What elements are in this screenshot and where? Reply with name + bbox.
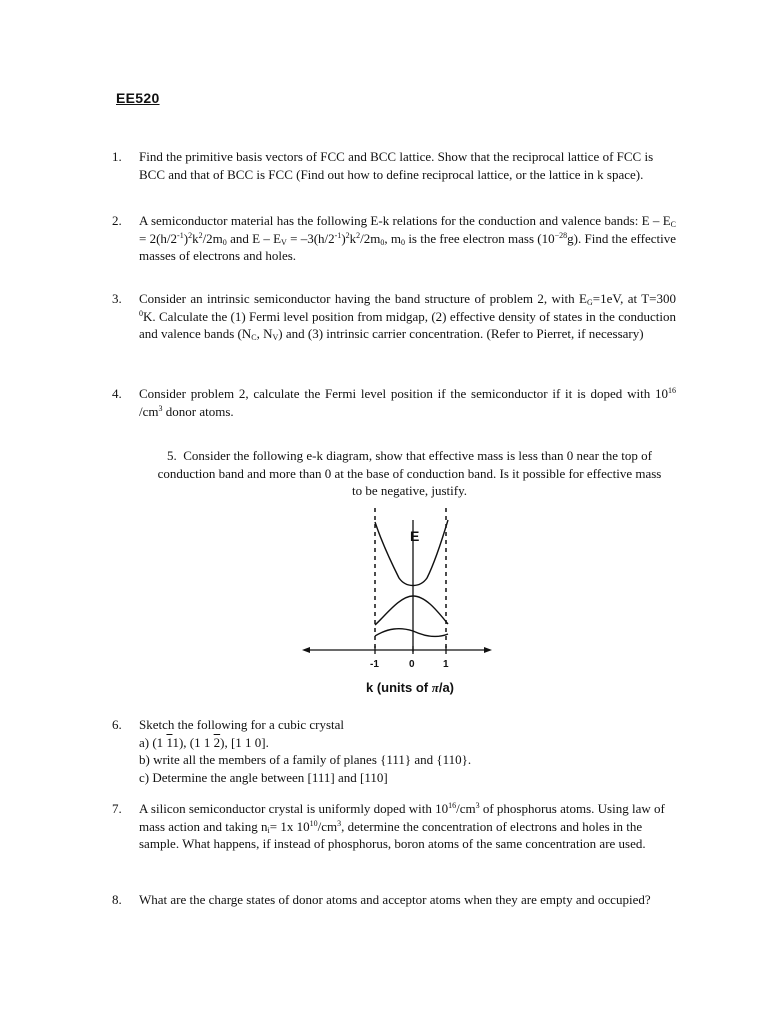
problem-6-part-b: b) write all the members of a family of planes {111} and {110}. bbox=[139, 752, 472, 767]
middle-band-curve bbox=[375, 596, 448, 625]
tick-label-neg1: -1 bbox=[370, 659, 379, 670]
energy-axis-label: E bbox=[410, 528, 420, 544]
problem-2 bbox=[112, 212, 676, 265]
problem-number: 8. bbox=[112, 892, 122, 907]
problem-6 bbox=[112, 716, 676, 786]
problem-text: A silicon semiconductor crystal is uniformly doped with $10^{16}/cm^3$ of phosphorus atoms. Using law of mass action and taking $n_i= 1x$ $10^{10}/cm^3$, determine the concentration of electrons and holes in the sample. What happens, if instead of phosphorus, boron atoms of the same concentration are used. bbox=[139, 801, 665, 851]
problem-6-part-a: a) (1 11), (1 1 2), [1 1 0]. bbox=[139, 734, 269, 750]
problem-text: 5. Consider the following e-k diagram, show that effective mass is less than 0 near the top of conduction band and more than 0 at the base of conduction band. Is it possible for effective mass to be negative, justify. bbox=[157, 448, 662, 498]
problem-text: Consider an intrinsic semiconductor having the band structure of problem 2, with $E_G=1eV$, at T=300 $^0$K. Calculate the (1) Fermi level position from midgap, (2) effective density of states in the conduction and valence bands ($N_C$, $N_V$) and (3) intrinsic carrier concentration. (Refer to Pierret, if necessary) bbox=[139, 291, 677, 342]
problem-text: Find the primitive basis vectors of FCC and BCC lattice. Show that the reciprocal lattice of FCC is BCC and that of BCC is FCC (Find out how to define reciprocal lattice, or the lattice in k space). bbox=[139, 149, 654, 182]
k-axis-label: k (units of π/a) bbox=[366, 680, 454, 695]
problem-number: 4. bbox=[112, 386, 122, 401]
problem-number: 3. bbox=[112, 291, 122, 306]
problem-number: 2. bbox=[112, 213, 122, 228]
problem-number: 6. bbox=[112, 717, 122, 732]
k-axis-left-arrow bbox=[302, 647, 310, 653]
tick-label-0: 0 bbox=[409, 659, 415, 670]
problem-5 bbox=[126, 447, 666, 500]
problem-1 bbox=[112, 148, 676, 183]
lower-band-curve bbox=[375, 629, 448, 637]
course-title: EE520 bbox=[116, 90, 160, 106]
problem-number: 1. bbox=[112, 149, 122, 164]
tick-label-1: 1 bbox=[443, 659, 449, 670]
problem-text: What are the charge states of donor atoms and acceptor atoms when they are empty and occupied? bbox=[139, 892, 651, 907]
k-axis-right-arrow bbox=[484, 647, 492, 653]
problem-text bbox=[139, 716, 676, 786]
problem-3 bbox=[112, 290, 676, 343]
problem-4 bbox=[112, 385, 676, 420]
problem-7 bbox=[112, 800, 676, 853]
problem-6-intro: Sketch the following for a cubic crystal bbox=[139, 717, 345, 732]
problem-8 bbox=[112, 891, 676, 909]
problem-text: Consider problem 2, calculate the Fermi level position if the semiconductor if it is doped with $10^{16}$ $/cm^3$ donor atoms. bbox=[139, 386, 676, 419]
problem-text: A semiconductor material has the following E-k relations for the conduction and valence bands: $E - E_C = 2(h/2^{-1})^2k^2/2m_0$ and $E - E_V = -3(h/2^{-1})^2k^2/2m_0$, $m_0$ is the free electron mass $(10^{-28}g)$. Find the effective masses of electrons and holes. bbox=[139, 213, 676, 263]
problem-6-part-c: c) Determine the angle between [111] and [110] bbox=[139, 769, 388, 785]
problem-number: 7. bbox=[112, 801, 122, 816]
e-k-diagram bbox=[296, 500, 496, 700]
